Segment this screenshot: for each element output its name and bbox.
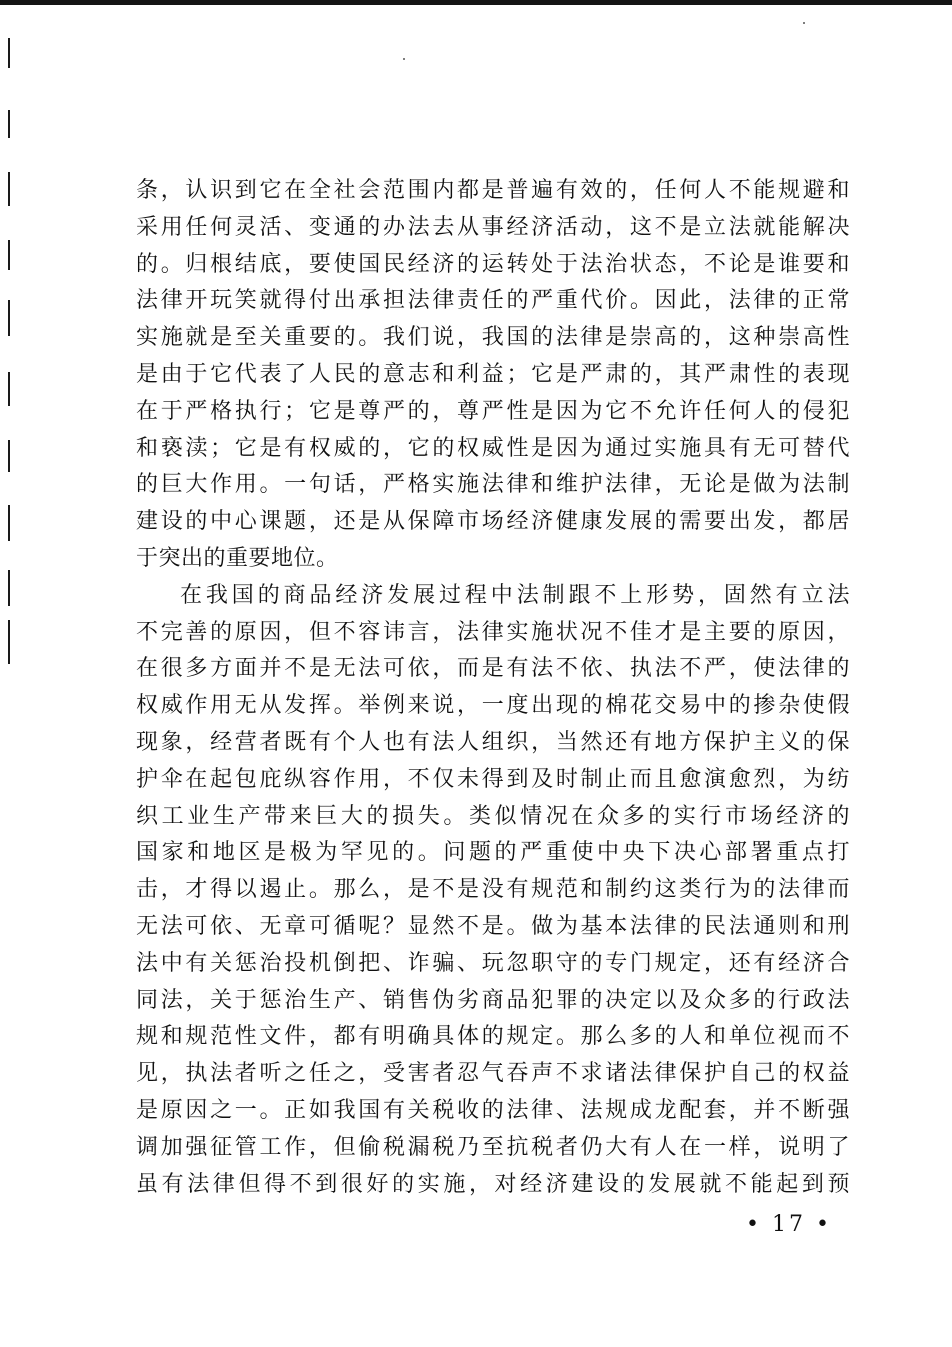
scan-margin-mark (8, 38, 10, 68)
text-line: 织工业生产带来巨大的损失。类似情况在众多的实行市场经济的 (136, 803, 850, 829)
text-line: 不完善的原因，但不容讳言，法律实施状况不佳才是主要的原因， (136, 619, 850, 645)
scan-margin-mark (8, 300, 10, 336)
text-line: 护伞在起包庇纵容作用，不仅未得到及时制止而且愈演愈烈，为纺 (136, 766, 850, 792)
scan-margin-mark (8, 372, 10, 406)
scan-margin-mark (8, 620, 10, 664)
scan-margin-mark (8, 172, 10, 206)
text-line: 实施就是至关重要的。我们说，我国的法律是崇高的，这种崇高性 (136, 325, 850, 351)
text-line: 击，才得以遏止。那么，是不是没有规范和制约这类行为的法律而 (136, 877, 850, 903)
text-line: 同法，关于惩治生产、销售伪劣商品犯罪的决定以及众多的行政法 (136, 987, 850, 1013)
text-line: 权威作用无从发挥。举例来说，一度出现的棉花交易中的掺杂使假 (136, 693, 850, 719)
text-line: 无法可依、无章可循呢？显然不是。做为基本法律的民法通则和刑 (136, 913, 850, 939)
text-line: 虽有法律但得不到很好的实施，对经济建设的发展就不能起到预 (136, 1171, 850, 1197)
text-line: 是由于它代表了人民的意志和利益；它是严肃的，其严肃性的表现 (136, 361, 850, 387)
top-border-rule (0, 0, 952, 5)
text-line: 于突出的重要地位。 (136, 545, 339, 571)
text-line: 调加强征管工作，但偷税漏税乃至抗税者仍大有人在一样，说明了 (136, 1134, 850, 1160)
scan-margin-mark (8, 570, 10, 606)
scan-margin-mark (8, 440, 10, 472)
body-text (136, 173, 850, 1203)
text-line: 是原因之一。正如我国有关税收的法律、法规成龙配套，并不断强 (136, 1097, 850, 1123)
scan-margin-mark (8, 110, 10, 138)
text-line: 现象，经营者既有个人也有法人组织，当然还有地方保护主义的保 (136, 729, 850, 755)
text-line: 建设的中心课题，还是从保障市场经济健康发展的需要出发，都居 (136, 509, 850, 535)
text-line: 法律开玩笑就得付出承担法律责任的严重代价。因此，法律的正常 (136, 288, 850, 314)
text-line: 法中有关惩治投机倒把、诈骗、玩忽职守的专门规定，还有经济合 (136, 950, 850, 976)
text-line: 和亵渎；它是有权威的，它的权威性是因为通过实施具有无可替代 (136, 435, 850, 461)
text-line: 规和规范性文件，都有明确具体的规定。那么多的人和单位视而不 (136, 1024, 850, 1050)
scan-speck (803, 22, 805, 24)
text-line: 的。归根结底，要使国民经济的运转处于法治状态，不论是谁要和 (136, 251, 850, 277)
text-line: 在于严格执行；它是尊严的，尊严性是因为它不允许任何人的侵犯 (136, 398, 850, 424)
scan-margin-mark (8, 505, 10, 541)
paragraph (136, 173, 850, 578)
text-line: 国家和地区是极为罕见的。问题的严重使中央下决心部署重点打 (136, 840, 850, 866)
scan-margin-mark (8, 240, 10, 270)
scan-speck (403, 58, 405, 60)
text-line: 采用任何灵活、变通的办法去从事经济活动，这不是立法就能解决 (136, 214, 850, 240)
text-line: 在我国的商品经济发展过程中法制跟不上形势，固然有立法 (180, 582, 850, 608)
text-line: 的巨大作用。一句话，严格实施法律和维护法律，无论是做为法制 (136, 472, 850, 498)
text-line: 在很多方面并不是无法可依，而是有法不依、执法不严，使法律的 (136, 656, 850, 682)
text-line: 见，执法者听之任之，受害者忍气吞声不求诸法律保护自己的权益 (136, 1061, 850, 1087)
paragraph (136, 578, 850, 1204)
page-number: • 17 • (746, 1212, 832, 1237)
text-line: 条，认识到它在全社会范围内都是普遍有效的，任何人不能规避和 (136, 178, 850, 203)
